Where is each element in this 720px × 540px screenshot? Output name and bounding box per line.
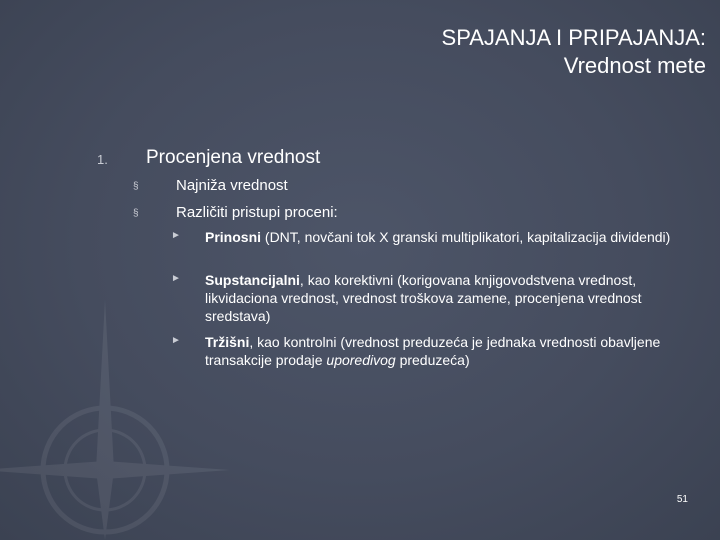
sub-sub-item-text — [205, 228, 710, 246]
numbered-item — [0, 147, 720, 173]
triangle-bullet-icon: ► — [171, 273, 181, 284]
slide-title-line-2: Vrednost mete — [563, 53, 706, 78]
sub-item — [0, 204, 720, 226]
square-bullet-icon: § — [133, 181, 139, 192]
approach-description-end: preduzeća) — [395, 352, 470, 368]
approach-name: Prinosni — [205, 229, 262, 245]
slide-title — [442, 24, 706, 80]
sub-item-text: Različiti pristupi proceni: — [176, 204, 338, 221]
triangle-bullet-icon: ► — [171, 335, 181, 346]
item-number: 1. — [97, 152, 108, 167]
approach-name: Supstancijalni — [205, 272, 300, 288]
sub-item — [0, 177, 720, 199]
approach-description: , kao kontrolni (vrednost preduzeća je jednaka vrednosti obavljene transakcije prodaje — [205, 334, 661, 368]
square-bullet-icon: § — [133, 208, 139, 219]
sub-sub-item-text — [205, 271, 710, 325]
approach-description: (DNT, novčani tok X granski multiplikatori, kapitalizacija dividendi) — [261, 229, 671, 245]
page-number: 51 — [676, 494, 688, 505]
sub-sub-item-text — [205, 333, 710, 369]
approach-description-italic: uporedivog — [326, 352, 396, 368]
approach-description: , kao korektivni (korigovana knjigovodstvena vrednost, likvidaciona vrednost, vrednost troškova zamene, procenjena vrednost sredstava) — [205, 272, 642, 324]
sub-item-text: Najniža vrednost — [176, 177, 288, 194]
item-text: Procenjena vrednost — [146, 147, 321, 168]
triangle-bullet-icon: ► — [171, 230, 181, 241]
approach-name: Tržišni — [205, 334, 250, 350]
slide-title-line-1: SPAJANJA I PRIPAJANJA: — [441, 25, 706, 50]
